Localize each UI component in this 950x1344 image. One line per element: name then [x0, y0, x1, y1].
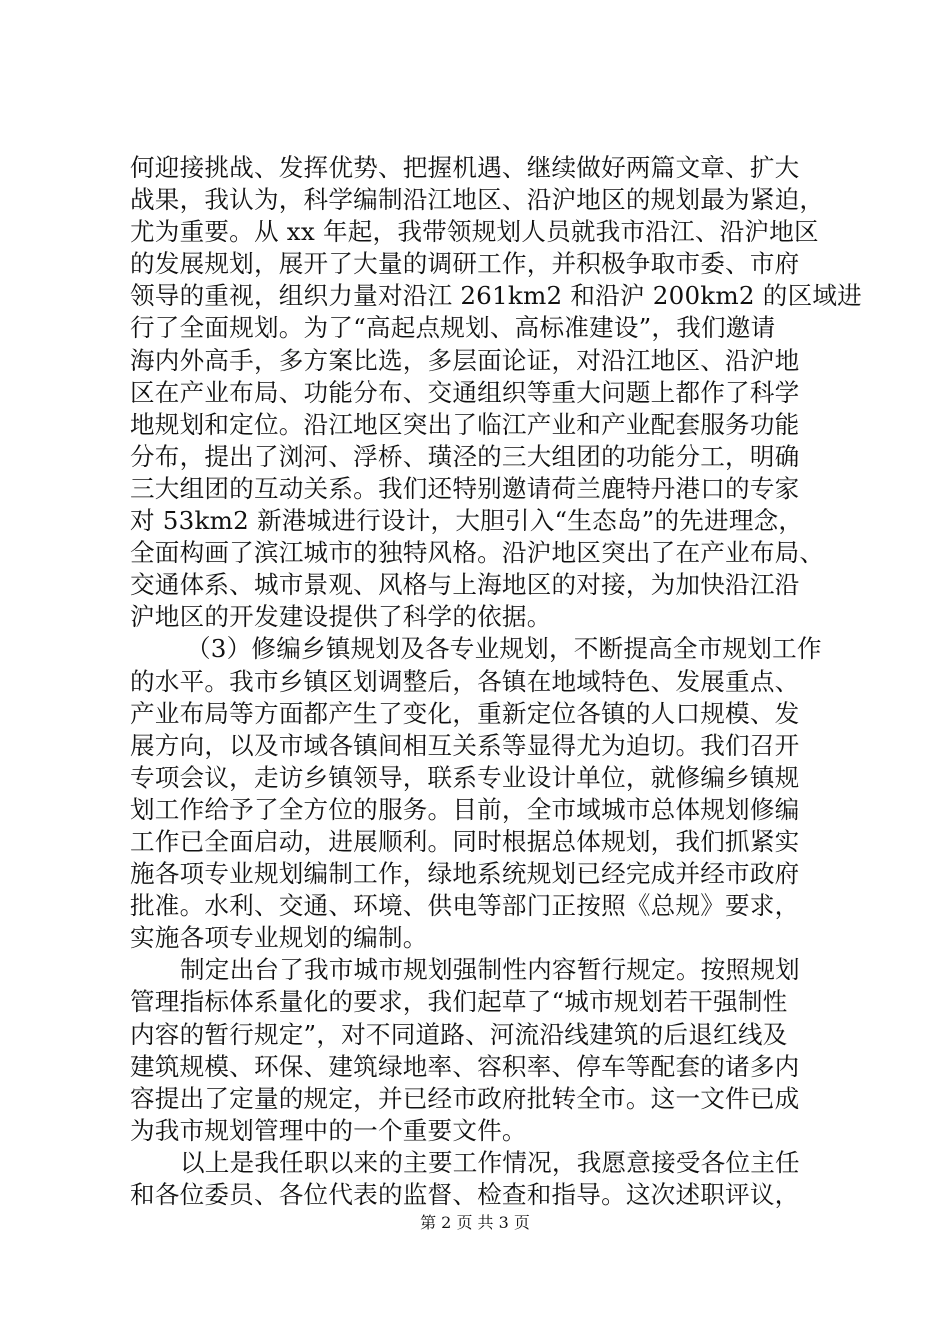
- text-line: 划工作给予了全方位的服务。目前，全市域城市总体规划修编: [130, 794, 800, 824]
- text-line: 建筑规模、环保、建筑绿地率、容积率、停车等配套的诸多内: [130, 1051, 800, 1081]
- text-line: 战果，我认为，科学编制沿江地区、沿沪地区的规划最为紧迫，: [130, 185, 825, 215]
- text-line: 和各位委员、各位代表的监督、检查和指导。这次述职评议，: [130, 1180, 800, 1209]
- text-line: 何迎接挑战、发挥优势、把握机遇、继续做好两篇文章、扩大: [130, 153, 800, 182]
- text-line: 内容的暂行规定”，对不同道路、河流沿线建筑的后退红线及: [130, 1019, 788, 1049]
- text-line: 展方向，以及市域各镇间相互关系等显得尤为迫切。我们召开: [130, 730, 800, 760]
- text-line: 为我市规划管理中的一个重要文件。: [130, 1115, 527, 1145]
- text-line: 行了全面规划。为了“高起点规划、高标准建设”，我们邀请: [130, 313, 776, 343]
- paragraph-start-line: （3）修编乡镇规划及各专业规划，不断提高全市规划工作: [186, 634, 822, 664]
- text-line: 产业布局等方面都产生了变化，重新定位各镇的人口规模、发: [130, 698, 800, 728]
- text-line: 实施各项专业规划的编制。: [130, 923, 428, 953]
- text-line: 的水平。我市乡镇区划调整后，各镇在地域特色、发展重点、: [130, 666, 800, 696]
- text-line: 管理指标体系量化的要求，我们起草了“城市规划若干强制性: [130, 987, 788, 1017]
- paragraph-start-line: 制定出台了我市城市规划强制性内容暂行规定。按照规划: [180, 955, 800, 985]
- text-line: 交通体系、城市景观、风格与上海地区的对接，为加快沿江沿: [130, 570, 800, 600]
- text-line: 的发展规划，展开了大量的调研工作，并积极争取市委、市府: [130, 249, 800, 279]
- text-line: 分布，提出了浏河、浮桥、璜泾的三大组团的功能分工，明确: [130, 441, 800, 471]
- paragraph-start-line: 以上是我任职以来的主要工作情况，我愿意接受各位主任: [180, 1147, 800, 1177]
- text-line: 全面构画了滨江城市的独特风格。沿沪地区突出了在产业布局、: [130, 538, 825, 568]
- text-line: 尤为重要。从 xx 年起，我带领规划人员就我市沿江、沿沪地区: [130, 217, 819, 247]
- text-line: 工作已全面启动，进展顺利。同时根据总体规划，我们抓紧实: [130, 826, 800, 856]
- text-line: 对 53km2 新港城进行设计，大胆引入“生态岛”的先进理念，: [130, 506, 804, 536]
- text-line: 容提出了定量的规定，并已经市政府批转全市。这一文件已成: [130, 1083, 800, 1113]
- text-line: 批准。水利、交通、环境、供电等部门正按照《总规》要求，: [130, 891, 800, 921]
- text-line: 领导的重视，组织力量对沿江 261km2 和沿沪 200km2 的区域进: [130, 281, 862, 311]
- text-line: 地规划和定位。沿江地区突出了临江产业和产业配套服务功能: [130, 409, 800, 439]
- page-number-footer: 第 2 页 共 3 页: [420, 1213, 530, 1232]
- document-body: [130, 152, 862, 1211]
- text-line: 区在产业布局、功能分布、交通组织等重大问题上都作了科学: [130, 377, 800, 407]
- text-line: 施各项专业规划编制工作，绿地系统规划已经完成并经市政府: [130, 859, 800, 889]
- text-line: 专项会议，走访乡镇领导，联系专业设计单位，就修编乡镇规: [130, 762, 800, 792]
- text-line: 沪地区的开发建设提供了科学的依据。: [130, 602, 552, 632]
- text-line: 海内外高手，多方案比选，多层面论证，对沿江地区、沿沪地: [130, 345, 800, 375]
- text-line: 三大组团的互动关系。我们还特别邀请荷兰鹿特丹港口的专家: [130, 473, 800, 503]
